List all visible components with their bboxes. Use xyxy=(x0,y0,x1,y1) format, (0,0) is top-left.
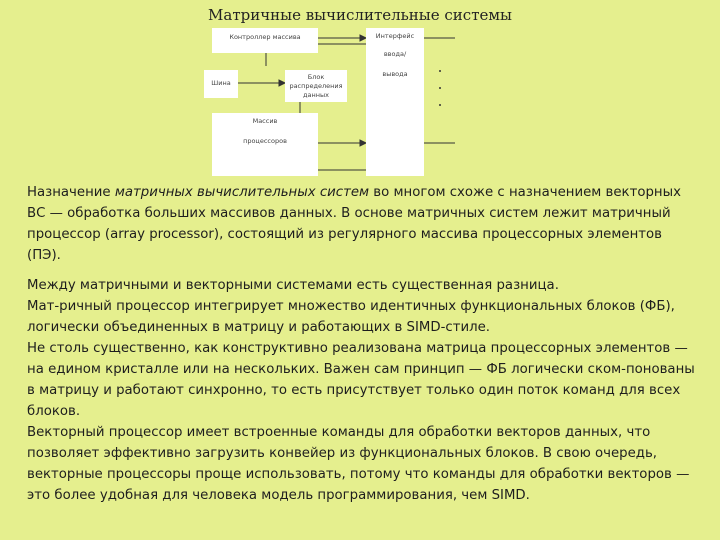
comparison-paragraph-2: Мат-ричный процессор интегрирует множество идентичных функциональных блоков (ФБ), логически объединенных в матрицу и работающих в SIMD-стиле. xyxy=(27,299,675,335)
processor-array-line-2: процессоров xyxy=(243,137,287,145)
comparison-paragraph-4: Векторный процессор имеет встроенные команды для обработки векторов данных, что позволяет эффективно загрузить конвейер из функциональных блоков. В свою очередь, векторные процессоры проще использовать, потому что команды для обработки векторов — это более удобная для человека модель программирования, чем SIMD. xyxy=(27,425,690,503)
comparison-paragraph-1: Между матричными и векторными системами есть существенная разница. xyxy=(27,278,559,293)
distribution-line-1: Блок xyxy=(307,73,325,81)
processor-array-block xyxy=(212,113,318,176)
io-line-2: ввода/ xyxy=(383,50,407,58)
ellipsis-dot xyxy=(439,70,441,72)
data-distribution-block xyxy=(285,70,347,102)
ellipsis-dot xyxy=(439,104,441,106)
array-controller-label: Контроллер массива xyxy=(229,33,301,41)
comparison-text xyxy=(27,275,697,506)
intro-after: во многом схоже с назначением векторных ВС — обработка больших массивов данных. В основе матричных систем лежит матричный процессор (array processor), состоящий из регулярного массива процессорных элементов (ПЭ). xyxy=(27,185,681,263)
bus-label: Шина xyxy=(211,79,231,87)
page-title: Матричные вычислительные системы xyxy=(208,6,512,24)
io-line-3: вывода xyxy=(382,70,408,78)
array-controller-block xyxy=(212,28,318,53)
bus-block xyxy=(204,70,238,98)
processor-array-line-1: Массив xyxy=(252,117,278,125)
intro-paragraph xyxy=(27,182,697,266)
intro-emphasis: матричных вычислительных систем xyxy=(114,185,370,200)
intro-before: Назначение xyxy=(27,185,115,200)
comparison-paragraph-3: Не столь существенно, как конструктивно реализована матрица процессорных элементов — на едином кристалле или на нескольких. Важен сам принцип — ФБ логически ском-понованы в матрицу и работают синхронно, то есть присутствует только один поток команд для всех блоков. xyxy=(27,341,695,419)
distribution-line-3: данных xyxy=(303,91,329,99)
diagram-connectors xyxy=(0,0,720,180)
io-interface-column xyxy=(366,28,424,176)
io-line-1: Интерфейс xyxy=(375,32,415,40)
distribution-line-2: распределения xyxy=(289,82,343,90)
ellipsis-dot xyxy=(439,87,441,89)
